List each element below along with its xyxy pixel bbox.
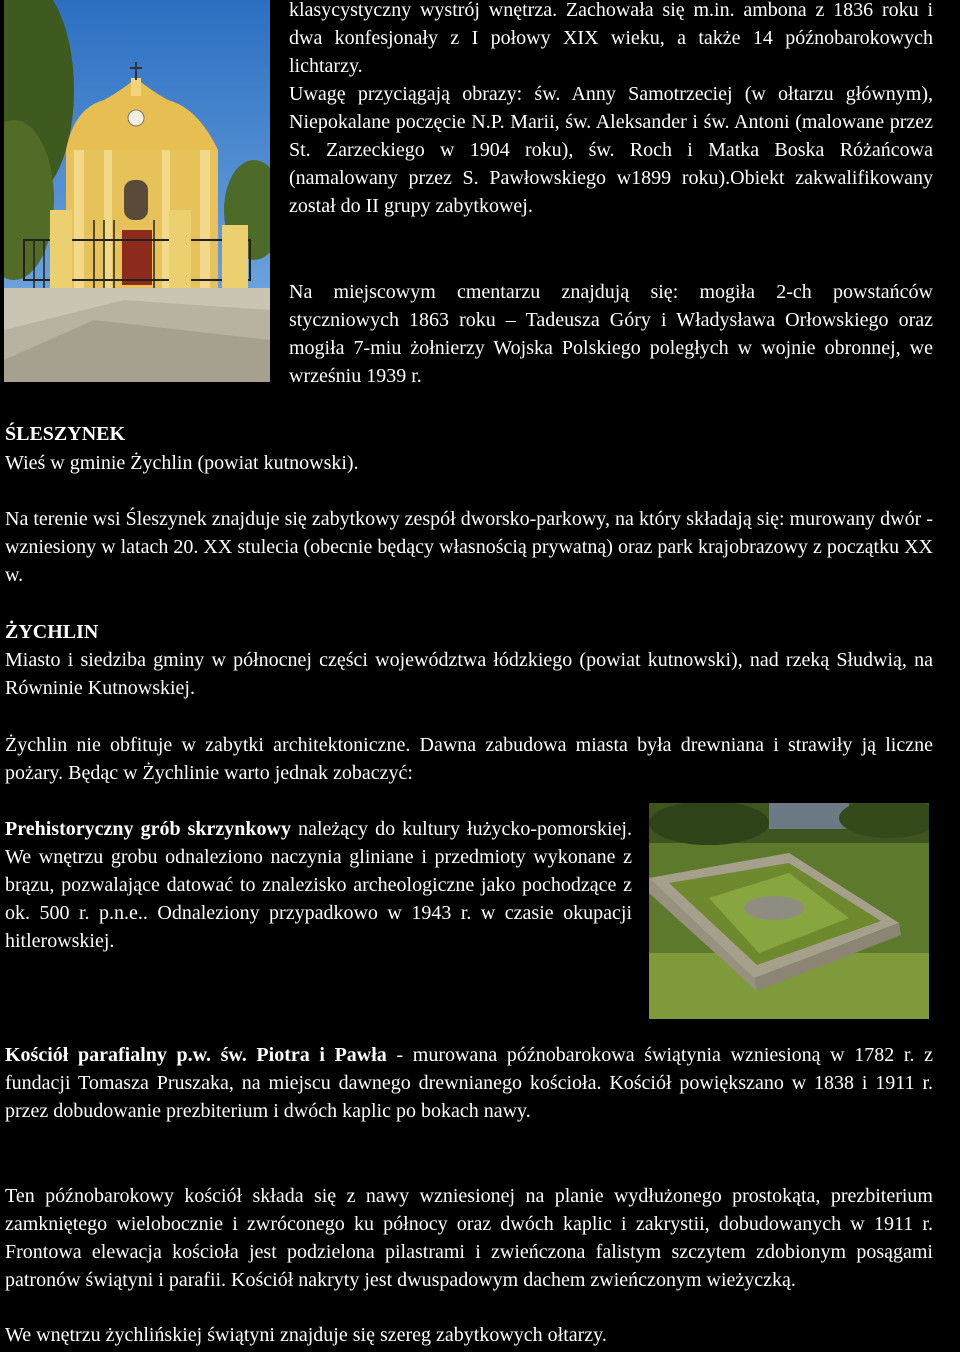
sleszynek-subtitle: Wieś w gminie Żychlin (powiat kutnowski). bbox=[5, 452, 359, 474]
zychlin-heading: ŻYCHLIN bbox=[5, 621, 99, 643]
zychlin-monuments: Żychlin nie obfituje w zabytki architektoniczne. Dawna zabudowa miasta była drewniana i strawiły ją liczne pożary. Będąc w Żychlinie warto jednak zobaczyć: bbox=[5, 734, 933, 784]
grave-photo bbox=[649, 803, 929, 1019]
church-text: - murowana późnobarokowa świątynia wzniesioną w 1782 r. z fundacji Tomasza Pruszaka, na miejscu dawnego drewnianego kościoła. Kościół powiększano w 1838 i 1911 r. przez dobudowanie prezbiterium i dwóch kaplic po bokach nawy. bbox=[5, 1044, 933, 1122]
top-paragraph-2: Uwagę przyciągają obrazy: św. Anny Samotrzeciej (w ołtarzu głównym), Niepokalane poczęcie N.P. Marii, św. Aleksander i św. Antoni (malowane przez St. Zarzeckiego w 1904 roku), św. Roch i Matka Boska Różańcowa (namalowany przez S. Pawłowskiego w1899 roku).Obiekt zakwalifikowany został do II grupy zabytkowej. bbox=[289, 83, 933, 217]
top-paragraph-3: Na miejscowym cmentarzu znajdują się: mogiła 2-ch powstańców styczniowych 1863 roku – Tadeusza Góry i Władysława Orłowskiego oraz mogiła 7-miu żołnierzy Wojska Polskiego poległych w wojnie obronnej, we wrześniu 1939 r. bbox=[289, 281, 933, 387]
church-description: Ten późnobarokowy kościół składa się z nawy wzniesionej na planie wydłużonego prostokąta, prezbiterium zamkniętego wielobocznie i zwróconego ku północy oraz dwóch kaplic i zakrystii, dobudowanych w 1911 r. Frontowa elewacja kościoła jest podzielona pilastrami i zwieńczona falistym szczytem zdobionym posągami patronów świątyni i parafii. Kościół nakryty jest dwuspadowym dachem zwieńczonym wieżyczką. bbox=[5, 1185, 933, 1291]
grave-text: należący do kultury łużycko-pomorskiej. We wnętrzu grobu odnaleziono naczynia gliniane i przedmioty wykonane z brązu, pozwalające datować to znalezisko archeologiczne jako pochodzące z ok. 500 r. p.n.e.. Odnaleziony przypadkowo w 1943 r. w czasie okupacji hitlerowskiej. bbox=[5, 818, 632, 952]
church-paragraph bbox=[5, 1041, 933, 1125]
grave-paragraph bbox=[5, 815, 632, 955]
church-last-line: We wnętrzu żychlińskiej świątyni znajduje się szereg zabytkowych ołtarzy. bbox=[5, 1324, 607, 1346]
sleszynek-heading: ŚLESZYNEK bbox=[5, 423, 126, 445]
zychlin-intro: Miasto i siedziba gminy w północnej części województwa łódzkiego (powiat kutnowski), nad rzeką Słudwią, na Równinie Kutnowskiej. bbox=[5, 649, 933, 699]
top-paragraph-1: klasycystyczny wystrój wnętrza. Zachowała się m.in. ambona z 1836 roku i dwa konfesjonały z I połowy XIX wieku, a także 14 późnobarokowych lichtarzy. bbox=[289, 0, 933, 77]
church-photo bbox=[4, 0, 270, 382]
church-title: Kościół parafialny p.w. św. Piotra i Pawła bbox=[5, 1044, 387, 1066]
sleszynek-text: Na terenie wsi Śleszynek znajduje się zabytkowy zespół dworsko-parkowy, na który składają się: murowany dwór - wzniesiony w latach 20. XX stulecia (obecnie będący własnością prywatną) oraz park krajobrazowy z początku XX w. bbox=[5, 508, 933, 586]
grave-title: Prehistoryczny grób skrzynkowy bbox=[5, 818, 291, 840]
